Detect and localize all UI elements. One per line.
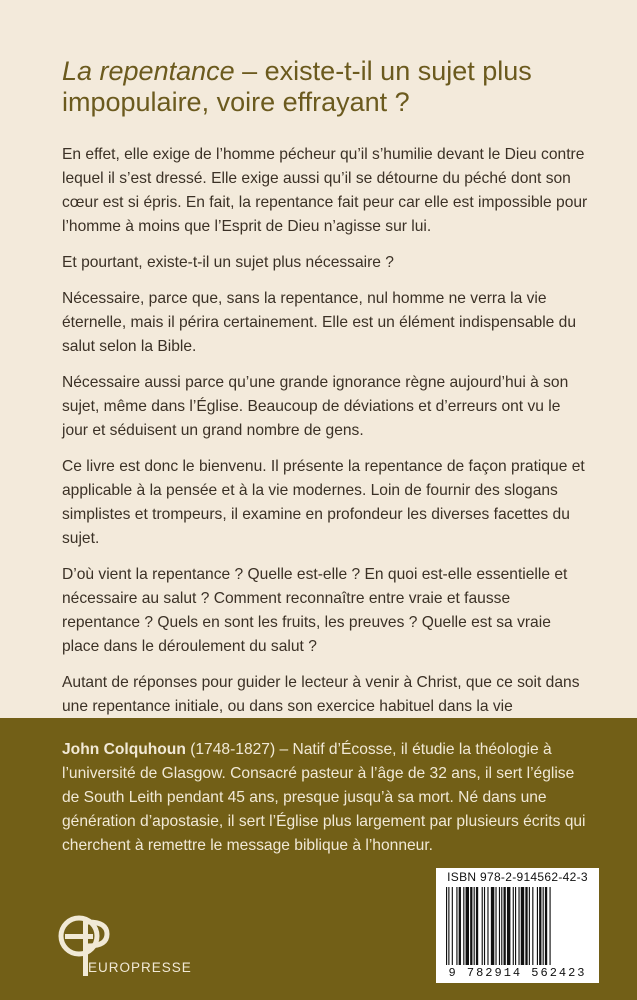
barcode-bar bbox=[543, 887, 544, 965]
barcode-bar bbox=[446, 887, 447, 965]
blurb-paragraph: Autant de réponses pour guider le lecteur à venir à Christ, que ce soit dans une repentance initiale, ou dans son exercice habituel dans la vie bbox=[62, 674, 580, 715]
blurb-paragraph: Ce livre est donc le bienvenu. Il présente la repentance de façon pratique et applicable à la pensée et à la vie modernes. Loin de fournir des slogans simplistes et trompeurs, il examine en profondeur les diverses facettes du sujet. bbox=[62, 458, 585, 547]
blurb-paragraph: Et pourtant, existe-t-il un sujet plus nécessaire ? bbox=[62, 254, 394, 271]
barcode-bar bbox=[539, 887, 541, 965]
author-bio-text: (1748-1827) – Natif d’Écosse, il étudie la théologie à l’université de Glasgow. Consacré pasteur à l’âge de 32 ans, il sert l’église de South Leith pendant 45 ans, presque jusqu’à sa mort. Né dans une génération d’apostasie, il sert l’Église plus largement par plusieurs écrits qui cherchent à remettre le message biblique à l’honneur. bbox=[62, 741, 586, 854]
blurb-paragraph: En effet, elle exige de l’homme pécheur qu’il s’humilie devant le Dieu contre lequel il s’est dressé. Elle exige aussi qu’il se détourne du péché dont son cœur est si épris. En fait, la repentance fait peur car elle est impossible pour l’homme à moins que l’Esprit de Dieu n’agisse sur lui. bbox=[62, 146, 588, 235]
barcode-bar bbox=[456, 887, 457, 965]
barcode-bar bbox=[507, 887, 510, 965]
barcode-bar bbox=[525, 887, 527, 965]
barcode-bar bbox=[537, 887, 538, 965]
author-bio bbox=[62, 738, 590, 858]
barcode-bar bbox=[463, 887, 464, 965]
blurb-paragraph: Nécessaire aussi parce qu’une grande ignorance règne aujourd’hui à son sujet, même dans l’Église. Beaucoup de déviations et d’erreurs ont vu le jour et séduisent un grand nombre de gens. bbox=[62, 374, 569, 439]
headline-rest: – existe-t-il un sujet plus impopulaire, voire effrayant ? bbox=[62, 56, 532, 117]
barcode-bar bbox=[532, 887, 533, 965]
headline bbox=[62, 56, 582, 118]
barcode-bar bbox=[515, 887, 516, 965]
barcode bbox=[436, 868, 599, 983]
barcode-digits: 9 782914 562423 bbox=[448, 966, 587, 980]
barcode-bar bbox=[459, 887, 461, 965]
barcode-bar bbox=[470, 887, 472, 965]
barcode-bar bbox=[495, 887, 496, 965]
barcode-bar bbox=[484, 887, 485, 965]
blurb bbox=[62, 143, 590, 755]
barcode-bar bbox=[474, 887, 475, 965]
blurb-paragraph: D’où vient la repentance ? Quelle est-elle ? En quoi est-elle essentielle et nécessaire au salut ? Comment reconnaître entre vraie et fausse repentance ? Quels en sont les fruits, les preuves ? Quelle est sa vraie place dans le déroulement du salut ? bbox=[62, 566, 568, 655]
barcode-bar bbox=[504, 887, 506, 965]
barcode-bar bbox=[491, 887, 494, 965]
isbn-label: ISBN 978-2-914562-42-3 bbox=[447, 870, 588, 884]
barcode-bar bbox=[448, 887, 449, 965]
barcode-bar bbox=[513, 887, 514, 965]
headline-italic: La repentance bbox=[62, 56, 235, 86]
barcode-bar bbox=[482, 887, 483, 965]
barcode-bar bbox=[476, 887, 478, 965]
barcode-bar bbox=[499, 887, 500, 965]
barcode-bar bbox=[518, 887, 519, 965]
author-name: John Colquhoun bbox=[62, 741, 186, 758]
barcode-bar bbox=[529, 887, 530, 965]
barcode-bars bbox=[446, 887, 589, 965]
barcode-bar bbox=[501, 887, 502, 965]
barcode-bar bbox=[466, 887, 469, 965]
barcode-bar bbox=[452, 887, 453, 965]
barcode-bar bbox=[521, 887, 524, 965]
barcode-bar bbox=[487, 887, 488, 965]
barcode-bar bbox=[545, 887, 547, 965]
blurb-paragraph: Nécessaire, parce que, sans la repentance, nul homme ne verra la vie éternelle, mais il périra certainement. Elle est un élément indispensable du salut selon la Bible. bbox=[62, 290, 577, 355]
publisher-name: EUROPRESSE bbox=[88, 960, 192, 975]
barcode-bar bbox=[550, 887, 551, 965]
